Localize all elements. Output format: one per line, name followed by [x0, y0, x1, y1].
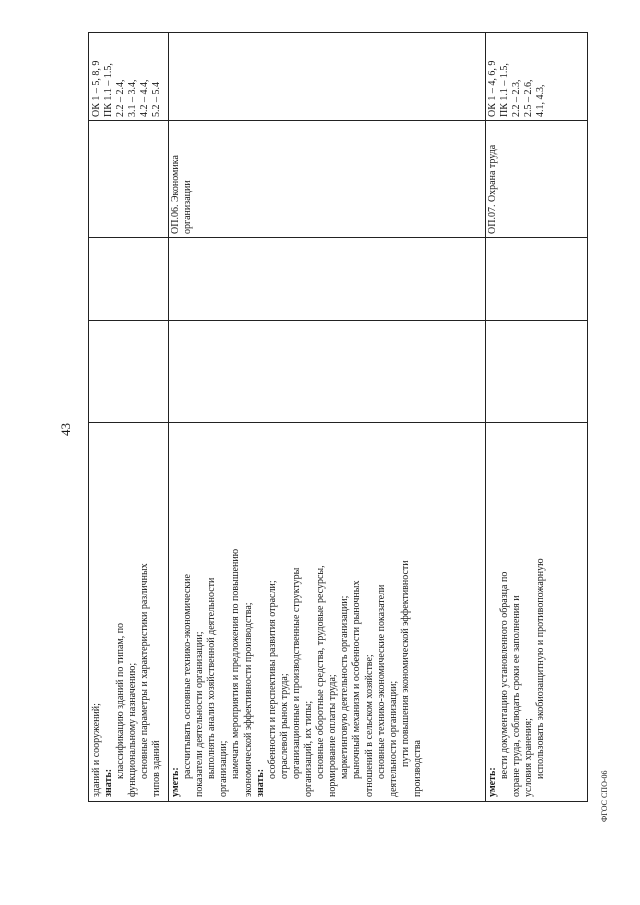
content-line: производства — [411, 740, 423, 797]
competency-line: ПК 1.1 – 1.5, — [499, 63, 511, 117]
content-line: отраслевой рынок труда; — [278, 673, 290, 779]
page-number: 43 — [58, 423, 73, 436]
content-line: основные оборотные средства, трудовые ресурсы, — [315, 565, 327, 779]
content-line: показатели деятельности организации; — [194, 631, 206, 797]
content-line: особенности и перспективы развития отрасли; — [266, 580, 278, 779]
content-line: основные параметры и характеристики различных — [139, 563, 151, 779]
discipline-title: ОП.07. Охрана труда — [487, 144, 498, 234]
content-line: условия хранения; — [523, 718, 535, 797]
content-cell — [89, 423, 168, 801]
content-line: организации; — [218, 740, 230, 797]
table-row — [168, 31, 485, 801]
competency-line: 2.2 – 2.3, — [511, 79, 523, 117]
content-heading: уметь: — [170, 767, 181, 797]
competencies-cell — [485, 31, 589, 121]
content-line: функциональному назначению; — [127, 662, 139, 797]
content-line: использовать экобиозащитную и противопожарную — [535, 558, 547, 779]
competency-line: 2.2 – 2.4, — [115, 79, 127, 117]
content-line: организаций, их типы; — [303, 700, 315, 797]
discipline-title: ОП.06. Экономика организации — [170, 155, 194, 234]
competency-line: 4.2 – 4.4, — [139, 79, 151, 117]
competency-line: ОК 1 – 5, 8, 9 — [91, 60, 102, 117]
content-line: выполнять анализ хозяйственной деятельности — [206, 577, 218, 779]
footer-code: ФГОС СПО-06 — [600, 770, 609, 822]
content-line: нормирование оплаты труда; — [327, 674, 339, 797]
competency-line: 2.5 – 2.6, — [523, 79, 535, 117]
discipline-cell — [485, 121, 589, 238]
content-line: организационные и производственные структуры — [290, 567, 302, 779]
content-line: маркетинговую деятельность организации; — [339, 595, 351, 779]
content-line: зданий и сооружений; — [91, 703, 102, 797]
table-row — [485, 31, 589, 801]
content-cell — [168, 423, 485, 801]
table-row — [89, 31, 168, 801]
competency-line: ПК 1.1 – 1.5, — [103, 63, 115, 117]
content-line: экономической эффективности производства; — [242, 602, 254, 797]
content-line: охране труда, соблюдать сроки ее заполнения и — [511, 595, 523, 797]
content-line: типов зданий — [151, 740, 163, 797]
competency-line: 4.1, 4.3, — [535, 84, 547, 117]
competency-line: 5.2 – 5.4 — [151, 82, 163, 117]
competency-line: ОК 1 – 4, 6, 9 — [487, 60, 498, 117]
content-line: рыночный механизм и особенности рыночных — [351, 580, 363, 779]
content-line: деятельности организации; — [387, 680, 399, 797]
content-cell — [485, 423, 589, 801]
curriculum-table — [88, 32, 588, 802]
competency-line: 3.1 – 3.4, — [127, 79, 139, 117]
competencies-cell — [89, 31, 168, 121]
content-line: пути повышения экономической эффективности — [399, 560, 411, 767]
content-line: вести документацию установленного образца по — [499, 571, 511, 779]
content-heading: уметь: — [487, 767, 498, 797]
content-line: классификацию зданий по типам, по — [115, 622, 127, 779]
content-line: рассчитывать основные технико-экономические — [182, 574, 194, 779]
content-heading: знать: — [254, 768, 266, 797]
rotated-page-content — [88, 32, 588, 802]
content-line: основные технико-экономические показатели — [375, 584, 387, 779]
discipline-cell — [168, 121, 485, 238]
content-line: отношений в сельском хозяйстве; — [363, 654, 375, 797]
content-heading: знать: — [103, 768, 115, 797]
content-line: намечать мероприятия и предложения по повышению — [230, 548, 242, 779]
